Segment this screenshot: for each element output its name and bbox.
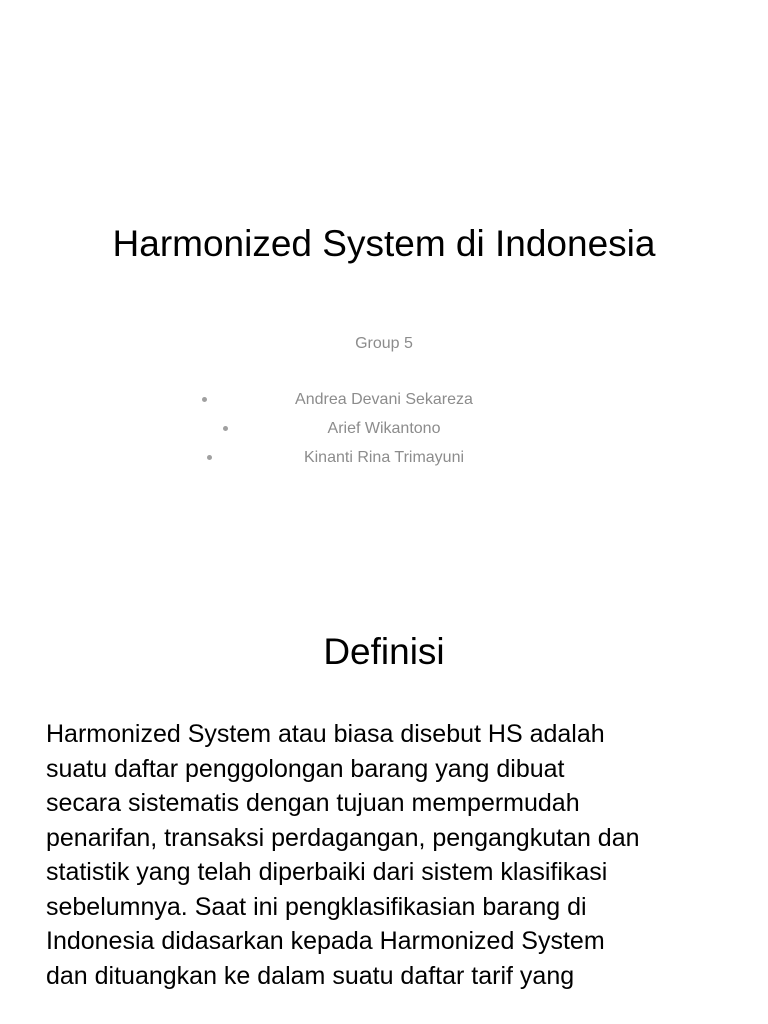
member-name: Arief Wikantono	[327, 420, 441, 437]
definition-body: Harmonized System atau biasa disebut HS adalah suatu daftar penggolongan barang yang dibuat secara sistematis dengan tujuan mempermudah penarifan, transaksi perdagangan, pengangkutan dan statistik yang telah diperbaiki dari sistem klasifikasi sebelumnya. Saat ini pengklasifikasian barang di Indonesia didasarkan kepada Harmonized System dan dituangkan ke dalam suatu daftar tarif yang	[46, 720, 640, 990]
group-label: Group 5	[355, 335, 413, 352]
member-name: Kinanti Rina Trimayuni	[303, 449, 465, 466]
presentation-title: Harmonized System di Indonesia	[112, 223, 656, 264]
definition-slide	[0, 576, 768, 1024]
member-name: Andrea Devani Sekareza	[295, 391, 473, 408]
definition-title: Definisi	[323, 631, 445, 672]
